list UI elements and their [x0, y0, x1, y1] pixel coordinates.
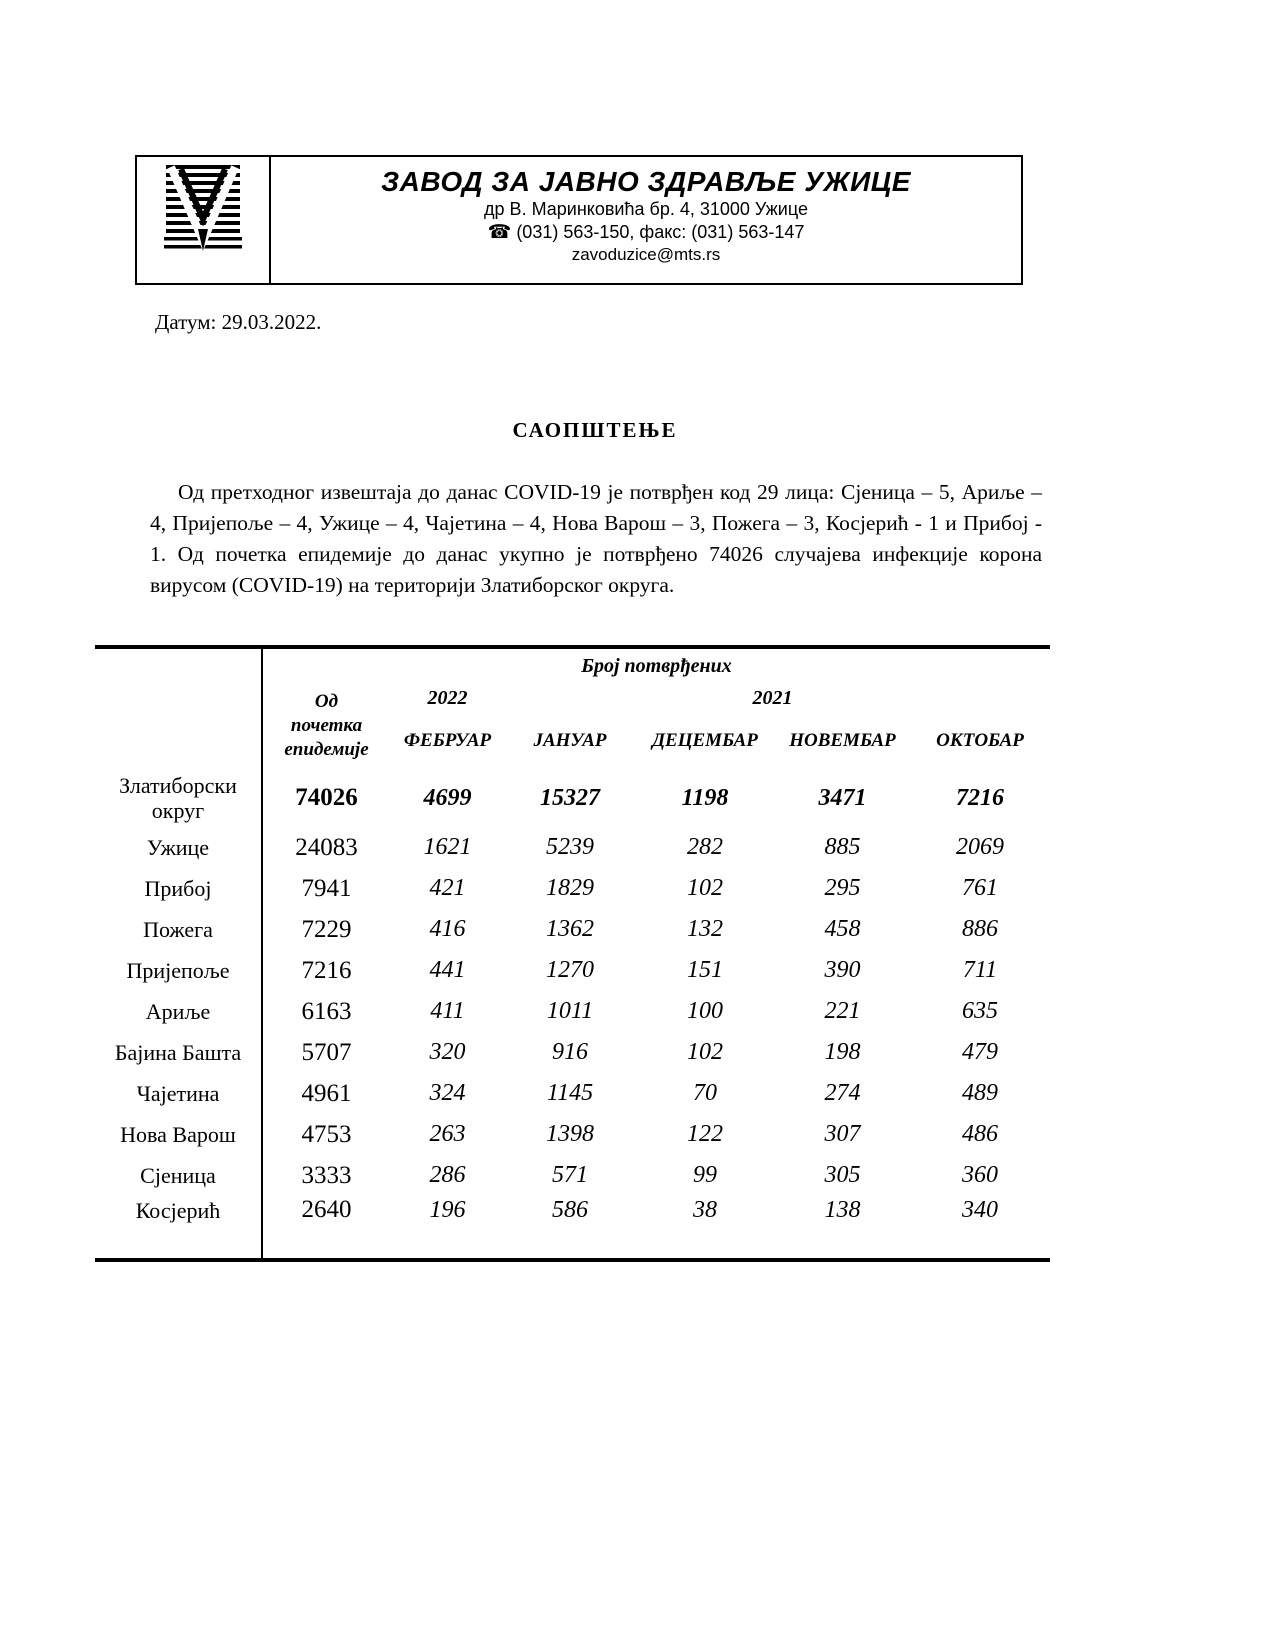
cell-month-value: 295 — [824, 875, 861, 901]
cell-month-value: 1829 — [546, 875, 594, 901]
announcement-paragraph: Од претходног извештаја до данас COVID-19 је потврђен код 29 лица: Сјеница – 5, Ариље – 4, Пријепоље – 4, Ужице – 4, Чајетина – 4, Нова Варош – 3, Пожега – 3, Косјерић - 1 и Прибој - 1. Од почетка епидемије до данас укупно је потврђено 74026 случајева инфекције корона вирусом (COVID-19) на територији Златиборског округа. — [150, 480, 1042, 597]
table-row — [95, 991, 1050, 1032]
cell-month-value: 286 — [429, 1162, 466, 1188]
cell-month-value: 635 — [962, 998, 999, 1024]
table-row — [95, 1073, 1050, 1114]
table-row — [95, 769, 1050, 827]
cell-month-value: 151 — [687, 957, 723, 983]
cell-total-since-start: 24083 — [295, 833, 358, 861]
municipality-name: Прибој — [95, 868, 262, 909]
cell-month-value: 586 — [552, 1196, 588, 1223]
cell-month-value: 885 — [824, 834, 861, 860]
column-header-november: НОВЕМБАР — [789, 730, 896, 751]
cell-month-value: 15327 — [540, 784, 600, 811]
column-header-october: ОКТОБАР — [936, 730, 1024, 751]
cell-month-value: 390 — [824, 957, 861, 983]
municipality-name: Нова Варош — [95, 1114, 262, 1155]
cell-month-value: 360 — [962, 1162, 999, 1188]
cell-total-since-start: 2640 — [301, 1196, 352, 1223]
cell-month-value: 3471 — [818, 784, 867, 811]
cell-month-value: 7216 — [956, 784, 1005, 811]
cell-month-value: 100 — [687, 998, 723, 1024]
cell-month-value: 99 — [693, 1162, 717, 1188]
municipality-name: Пожега — [95, 909, 262, 950]
cell-month-value: 1362 — [546, 916, 594, 942]
cell-month-value: 479 — [962, 1039, 999, 1065]
cell-month-value: 761 — [962, 875, 999, 901]
cell-month-value: 571 — [552, 1162, 588, 1188]
cell-month-value: 324 — [429, 1080, 466, 1106]
cell-month-value: 416 — [429, 916, 466, 942]
municipality-name: Бајина Башта — [95, 1032, 262, 1073]
table-row — [95, 1155, 1050, 1196]
letterhead — [135, 155, 1023, 285]
year-label-2022: 2022 — [427, 686, 468, 709]
spanner-label: Број потврђених — [581, 654, 732, 677]
column-header-february: ФЕБРУАР — [403, 730, 492, 751]
cell-month-value: 1398 — [546, 1121, 594, 1147]
cell-month-value: 886 — [962, 916, 999, 942]
cell-month-value: 421 — [429, 875, 466, 901]
institute-email: zavoduzice@mts.rs — [571, 245, 721, 264]
cell-month-value: 1198 — [681, 784, 729, 811]
cell-month-value: 102 — [687, 875, 723, 901]
cell-month-value: 711 — [962, 957, 998, 983]
cell-month-value: 458 — [824, 916, 861, 942]
cell-total-since-start: 7216 — [301, 956, 352, 984]
column-header-since-start-label: Од почетка епидемије — [284, 691, 369, 760]
page-title: САОПШТЕЊЕ — [512, 418, 678, 442]
municipality-name: Косјерић — [95, 1196, 262, 1260]
institute-address: др В. Маринковића бр. 4, 31000 Ужице — [484, 199, 808, 219]
cell-month-value: 221 — [824, 998, 861, 1024]
cell-month-value: 5239 — [546, 834, 594, 860]
cell-month-value: 411 — [430, 998, 465, 1024]
cell-total-since-start: 7941 — [301, 874, 352, 902]
cell-month-value: 122 — [687, 1121, 723, 1147]
cell-month-value: 1270 — [546, 957, 594, 983]
cell-month-value: 198 — [824, 1039, 861, 1065]
cell-month-value: 132 — [687, 916, 723, 942]
municipality-name: Ужице — [95, 827, 262, 868]
institute-phone-line — [271, 221, 1021, 244]
institute-logo — [152, 163, 254, 259]
municipality-name: Ариље — [95, 991, 262, 1032]
phone-icon: ☎ — [487, 222, 512, 243]
cell-month-value: 102 — [687, 1039, 723, 1065]
letterhead-info — [271, 157, 1021, 283]
column-header-since-start — [262, 683, 390, 769]
cell-total-since-start: 5707 — [301, 1038, 352, 1066]
cell-total-since-start: 4753 — [301, 1120, 352, 1148]
cell-month-value: 340 — [962, 1196, 999, 1223]
table-row — [95, 827, 1050, 868]
cell-month-value: 196 — [429, 1196, 466, 1223]
cell-month-value: 441 — [429, 957, 466, 983]
cell-month-value: 489 — [962, 1080, 999, 1106]
cell-total-since-start: 7229 — [301, 915, 352, 943]
cell-month-value: 1621 — [423, 834, 472, 860]
cell-month-value: 916 — [552, 1039, 588, 1065]
cell-month-value: 320 — [429, 1039, 466, 1065]
cell-total-since-start: 6163 — [301, 997, 352, 1025]
date-line: Датум: 29.03.2022. — [155, 310, 322, 334]
column-header-january: ЈАНУАР — [533, 730, 607, 751]
table-row — [95, 909, 1050, 950]
corner-cell — [95, 647, 262, 769]
cell-month-value: 138 — [824, 1196, 861, 1223]
cell-total-since-start: 3333 — [301, 1161, 352, 1189]
spanner-row — [95, 647, 1050, 683]
confirmed-cases-table — [95, 645, 1050, 1262]
phone-numbers: (031) 563-150, факс: (031) 563-147 — [516, 222, 805, 242]
year-label-2021: 2021 — [752, 686, 793, 709]
table-row — [95, 868, 1050, 909]
municipality-name: Чајетина — [95, 1073, 262, 1114]
cell-total-since-start: 4961 — [301, 1079, 352, 1107]
cell-month-value: 2069 — [956, 834, 1005, 860]
table-body — [95, 769, 1050, 1260]
cell-month-value: 1145 — [546, 1080, 594, 1106]
cell-month-value: 305 — [824, 1162, 861, 1188]
cell-month-value: 263 — [429, 1121, 466, 1147]
year-spacer — [505, 683, 635, 713]
table-row — [95, 1196, 1050, 1260]
institute-name: ЗАВОД ЗА ЈАВНО ЗДРАВЉЕ УЖИЦЕ — [381, 166, 911, 197]
cell-month-value: 307 — [824, 1121, 861, 1147]
cell-month-value: 282 — [687, 834, 723, 860]
table-row — [95, 1032, 1050, 1073]
logo-cell — [137, 157, 271, 283]
year-spacer — [910, 683, 1050, 713]
cell-month-value: 1011 — [546, 998, 594, 1024]
cell-month-value: 274 — [824, 1080, 861, 1106]
table-head-rows — [95, 647, 1050, 769]
cell-total-since-start: 74026 — [295, 784, 358, 811]
municipality-name: Златиборски округ — [95, 769, 262, 827]
cell-month-value: 70 — [693, 1080, 717, 1106]
table-row — [95, 950, 1050, 991]
cell-month-value: 4699 — [423, 784, 472, 811]
municipality-name: Сјеница — [95, 1155, 262, 1196]
cell-month-value: 486 — [962, 1121, 999, 1147]
column-header-december: ДЕЦЕМБАР — [652, 730, 758, 751]
cell-month-value: 38 — [693, 1196, 717, 1223]
table-row — [95, 1114, 1050, 1155]
municipality-name: Пријепоље — [95, 950, 262, 991]
